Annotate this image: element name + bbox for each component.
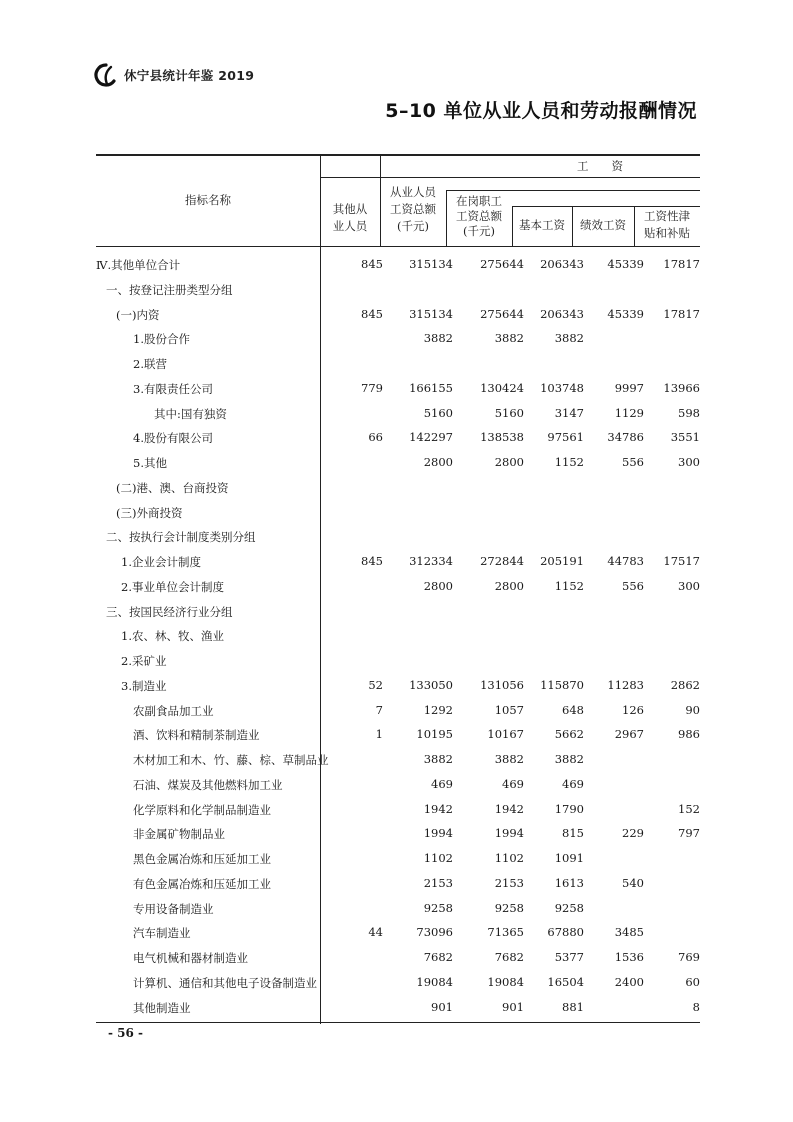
cell-other-staff: 66 (368, 430, 383, 445)
cell-onpost-wage: 901 (502, 999, 524, 1014)
cell-basic-wage: 3882 (554, 752, 584, 766)
cell-basic-wage: 1091 (554, 851, 584, 865)
page-number: - 56 - (108, 1026, 144, 1040)
row-label: 其他制造业 (133, 1000, 191, 1015)
cell-other-staff: 7 (375, 702, 383, 717)
cell-onpost-wage: 1942 (494, 801, 524, 816)
header-allowance: 工资性津 贴和补贴 (644, 209, 690, 240)
row-label: 酒、饮料和精制茶制造业 (133, 728, 260, 743)
cell-onpost-wage: 19084 (487, 974, 524, 989)
cell-other-staff: 44 (368, 925, 383, 940)
row-label: 2.联营 (133, 357, 167, 371)
cell-perf-wage: 45339 (607, 257, 644, 271)
row-label: 化学原料和化学制品制造业 (133, 802, 271, 817)
row-label: 非金属矿物制品业 (133, 827, 225, 842)
cell-basic-wage: 115870 (540, 677, 584, 692)
cell-perf-wage: 1129 (614, 405, 644, 420)
cell-onpost-wage: 71365 (487, 925, 524, 940)
cell-total-wage: 2153 (423, 875, 453, 890)
cell-perf-wage: 2400 (614, 974, 644, 989)
cell-basic-wage: 205191 (540, 554, 584, 568)
table-row (96, 747, 700, 772)
row-label: (三)外商投资 (116, 505, 183, 520)
cell-basic-wage: 103748 (540, 380, 584, 395)
cell-basic-wage: 648 (562, 702, 584, 717)
table-row (96, 450, 700, 475)
cell-allowance: 17817 (663, 257, 700, 271)
cell-perf-wage: 1536 (614, 950, 644, 964)
cell-total-wage: 2800 (423, 578, 453, 593)
table-row (96, 772, 700, 797)
cell-other-staff: 779 (361, 380, 383, 395)
cell-basic-wage: 881 (562, 999, 584, 1014)
table-row (96, 524, 700, 549)
header-other-staff: 其他从 业人员 (332, 202, 368, 233)
cell-onpost-wage: 1102 (494, 851, 524, 865)
cell-onpost-wage: 1994 (494, 826, 524, 841)
cell-allowance: 17517 (663, 554, 700, 568)
cell-total-wage: 10195 (416, 727, 453, 742)
cell-other-staff: 52 (368, 677, 383, 692)
cell-onpost-wage: 469 (502, 776, 524, 791)
cell-onpost-wage: 7682 (494, 950, 524, 964)
cell-total-wage: 2800 (423, 455, 453, 469)
cell-total-wage: 7682 (423, 950, 453, 964)
row-label: 1.企业会计制度 (121, 555, 201, 569)
row-label: 有色金属冶炼和压延加工业 (133, 876, 271, 891)
table-row (96, 871, 700, 896)
cell-allowance: 769 (678, 950, 700, 964)
cell-onpost-wage: 2800 (494, 578, 524, 593)
table-row (96, 970, 700, 995)
cell-total-wage: 1102 (423, 851, 453, 865)
cell-allowance: 598 (678, 405, 700, 420)
cell-perf-wage: 2967 (614, 727, 644, 742)
cell-other-staff: 845 (361, 257, 383, 271)
cell-onpost-wage: 130424 (480, 380, 524, 395)
table-row (96, 401, 700, 426)
row-label: 2.事业单位会计制度 (121, 579, 224, 594)
row-label: 1.股份合作 (133, 332, 190, 347)
cell-onpost-wage: 5160 (494, 405, 524, 420)
cell-perf-wage: 45339 (607, 306, 644, 321)
wage-group-rule (380, 177, 700, 178)
table-row (96, 698, 700, 723)
row-label: 5.其他 (133, 456, 167, 470)
header-bottom-rule (96, 246, 700, 247)
table-row (96, 722, 700, 747)
table-row (96, 302, 700, 327)
cell-basic-wage: 1790 (554, 801, 584, 816)
cell-basic-wage: 5662 (554, 727, 584, 742)
row-label: 3.制造业 (121, 678, 167, 693)
cell-total-wage: 312334 (409, 554, 453, 568)
cell-basic-wage: 1152 (554, 455, 584, 469)
header-onpost-wage: 在岗职工 工资总额 (千元) (456, 194, 502, 238)
header-perf-wage: 绩效工资 (580, 218, 626, 232)
table-row (96, 425, 700, 450)
row-label: 1.农、林、牧、渔业 (121, 629, 224, 644)
subgroup-rule-2 (512, 206, 700, 207)
row-label: 其中:国有独资 (154, 406, 227, 421)
table-row (96, 623, 700, 648)
cell-allowance: 3551 (670, 430, 700, 445)
row-label: 2.采矿业 (121, 654, 167, 668)
cell-total-wage: 9258 (423, 900, 453, 915)
cell-total-wage: 133050 (409, 677, 453, 692)
cell-other-staff: 845 (361, 306, 383, 321)
cell-total-wage: 315134 (409, 306, 453, 321)
cell-perf-wage: 34786 (607, 430, 644, 445)
row-label: 汽车制造业 (133, 926, 191, 941)
row-label: 专用设备制造业 (133, 901, 214, 916)
table-row (96, 376, 700, 401)
cell-perf-wage: 540 (622, 875, 644, 890)
cell-allowance: 300 (678, 578, 700, 593)
page-title: 5–10 单位从业人员和劳动报酬情况 (385, 100, 697, 122)
cell-total-wage: 166155 (409, 380, 453, 395)
table-row (96, 821, 700, 846)
table-row (96, 896, 700, 921)
cell-total-wage: 1292 (423, 702, 453, 717)
table-row (96, 797, 700, 822)
row-label: 木材加工和木、竹、藤、棕、草制品业 (133, 753, 329, 767)
row-label: (一)内资 (116, 307, 160, 322)
header-basic-wage: 基本工资 (519, 218, 565, 232)
cell-perf-wage: 9997 (614, 380, 644, 395)
cell-basic-wage: 5377 (554, 950, 584, 964)
cell-onpost-wage: 9258 (494, 900, 524, 915)
cell-allowance: 986 (678, 727, 700, 742)
cell-perf-wage: 229 (622, 826, 644, 841)
cell-basic-wage: 206343 (540, 257, 584, 271)
cell-onpost-wage: 2800 (494, 455, 524, 469)
table-row (96, 920, 700, 945)
cell-basic-wage: 206343 (540, 306, 584, 321)
cell-perf-wage: 44783 (607, 554, 644, 568)
table-row (96, 549, 700, 574)
table-row (96, 846, 700, 871)
cell-allowance: 13966 (663, 380, 700, 395)
cell-onpost-wage: 138538 (480, 430, 524, 445)
cell-other-staff: 1 (375, 727, 383, 742)
cell-total-wage: 901 (431, 999, 453, 1014)
cell-basic-wage: 469 (562, 776, 584, 791)
cell-perf-wage: 556 (622, 578, 644, 593)
cell-total-wage: 469 (431, 776, 453, 791)
cell-other-staff: 845 (361, 554, 383, 568)
header-wage-group: 工 资 (577, 159, 623, 173)
table-row (96, 945, 700, 970)
cell-total-wage: 142297 (409, 430, 453, 445)
row-label: 二、按执行会计制度类别分组 (106, 530, 256, 545)
cell-allowance: 152 (678, 801, 700, 816)
cell-basic-wage: 9258 (554, 900, 584, 915)
table-row (96, 475, 700, 500)
row-label: 电气机械和器材制造业 (133, 951, 248, 965)
book-title: 休宁县统计年鉴 2019 (124, 68, 255, 83)
cell-basic-wage: 3147 (554, 405, 584, 420)
row-label: (二)港、澳、台商投资 (116, 480, 229, 495)
cell-total-wage: 19084 (416, 974, 453, 989)
cell-basic-wage: 16504 (547, 974, 584, 989)
table-row (96, 599, 700, 624)
header-indicator: 指标名称 (185, 193, 231, 207)
cell-basic-wage: 3882 (554, 331, 584, 346)
cell-basic-wage: 67880 (547, 925, 584, 940)
left-header-rule (320, 177, 380, 178)
row-label: 三、按国民经济行业分组 (106, 604, 233, 619)
row-label: 石油、煤炭及其他燃料加工业 (133, 777, 283, 792)
cell-allowance: 2862 (670, 677, 700, 692)
top-rule (96, 154, 700, 156)
cell-basic-wage: 1152 (554, 578, 584, 593)
yearbook-logo-icon (93, 62, 119, 88)
cell-basic-wage: 1613 (554, 875, 584, 890)
row-label: 黑色金属冶炼和压延加工业 (133, 852, 271, 866)
cell-onpost-wage: 10167 (487, 727, 524, 742)
cell-basic-wage: 815 (562, 826, 584, 841)
cell-total-wage: 3882 (423, 752, 453, 766)
cell-perf-wage: 556 (622, 455, 644, 469)
cell-onpost-wage: 3882 (494, 752, 524, 766)
table-row (96, 995, 700, 1020)
row-label: 农副食品加工业 (133, 703, 214, 718)
cell-onpost-wage: 131056 (480, 677, 524, 692)
cell-allowance: 300 (678, 455, 700, 469)
cell-total-wage: 73096 (416, 925, 453, 940)
table-row (96, 673, 700, 698)
cell-perf-wage: 3485 (614, 925, 644, 940)
row-label: 4.股份有限公司 (133, 431, 213, 446)
table-row (96, 648, 700, 673)
table-row (96, 326, 700, 351)
cell-allowance: 8 (692, 999, 700, 1014)
cell-total-wage: 5160 (423, 405, 453, 420)
row-label: 一、按登记注册类型分组 (106, 282, 233, 297)
subgroup-rule (446, 190, 700, 191)
row-label: 计算机、通信和其他电子设备制造业 (133, 975, 317, 990)
cell-total-wage: 315134 (409, 257, 453, 271)
cell-onpost-wage: 275644 (480, 257, 524, 271)
cell-perf-wage: 126 (622, 702, 644, 717)
table-row (96, 500, 700, 525)
cell-onpost-wage: 1057 (494, 702, 524, 717)
header-total-wage: 从业人员 工资总额 (千元) (390, 185, 436, 233)
cell-allowance: 60 (685, 974, 700, 989)
cell-onpost-wage: 275644 (480, 306, 524, 321)
row-label: Ⅳ.其他单位合计 (96, 258, 181, 272)
cell-onpost-wage: 272844 (480, 554, 524, 568)
table-row (96, 252, 700, 277)
row-label: 3.有限责任公司 (133, 381, 213, 396)
cell-total-wage: 1942 (423, 801, 453, 816)
cell-total-wage: 1994 (423, 826, 453, 841)
table-row (96, 277, 700, 302)
table-bottom-rule (96, 1022, 700, 1023)
cell-total-wage: 3882 (423, 331, 453, 346)
cell-perf-wage: 11283 (607, 677, 644, 692)
cell-allowance: 797 (678, 826, 700, 841)
cell-onpost-wage: 3882 (494, 331, 524, 346)
cell-allowance: 17817 (663, 306, 700, 321)
cell-onpost-wage: 2153 (494, 875, 524, 890)
cell-allowance: 90 (685, 702, 700, 717)
table-row (96, 574, 700, 599)
table-row (96, 351, 700, 376)
cell-basic-wage: 97561 (547, 430, 584, 445)
